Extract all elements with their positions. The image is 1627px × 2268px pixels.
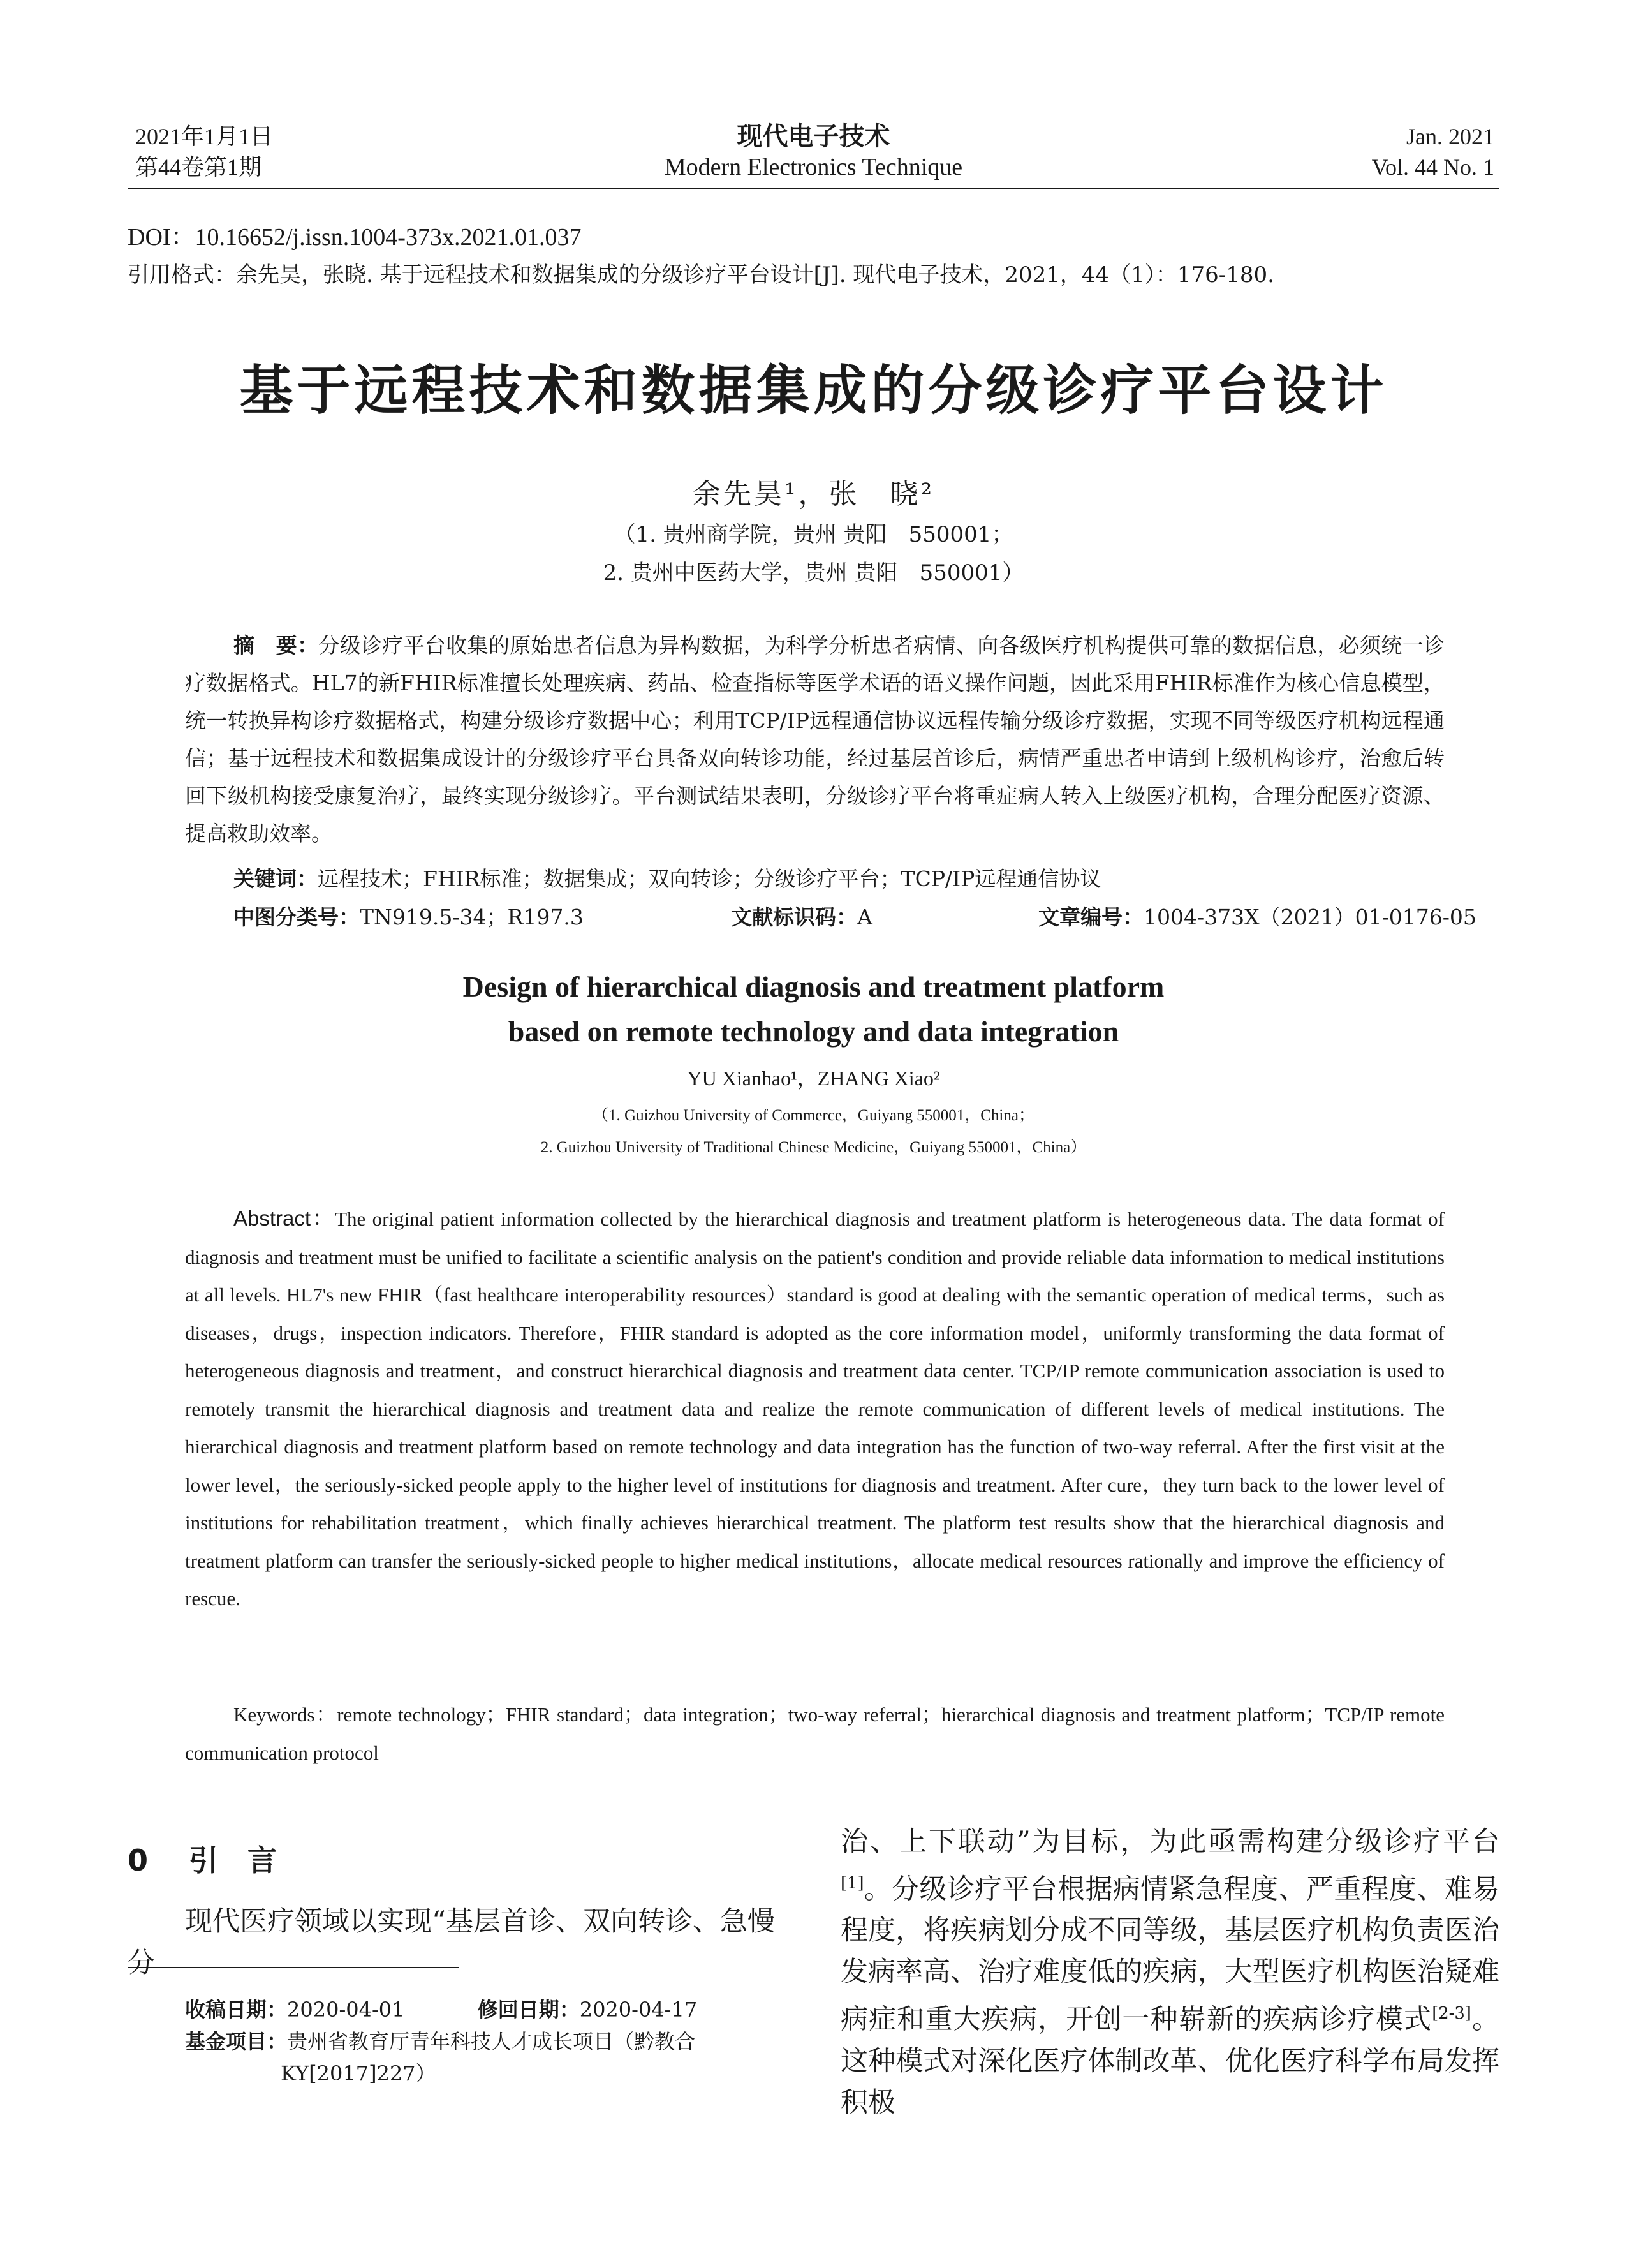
header-date-cn: 2021年1月1日 — [135, 124, 274, 149]
journal-name-en: Modern Electronics Technique — [664, 154, 963, 181]
intro-right-column — [841, 1821, 1499, 2124]
intro-right-text-b: 。分级诊疗平台根据病情紧急程度、严重程度、难易程度，将疾病划分成不同等级，基层医疗机构负责医治发病率高、治疗难度低的疾病，大型医疗机构医治疑难病症和重大疾病，开创一种崭新的疾病诊疗模式 — [841, 1873, 1499, 2036]
received-label: 收稿日期： — [185, 1997, 288, 2022]
en-title-line-2: based on remote technology and data integration — [508, 1015, 1119, 1048]
clc-number — [233, 901, 584, 931]
article-number — [1038, 901, 1476, 931]
abstract-en-label: Abstract： — [233, 1206, 335, 1230]
citation-ref-1[interactable]: [1] — [841, 1874, 864, 1893]
document-code-label: 文献标识码： — [731, 905, 857, 930]
intro-right-text-c: 。这种模式对深化医疗体制改革、优化医疗科学布局发挥积极 — [841, 2003, 1500, 2119]
section-title: 引 言 — [189, 1843, 277, 1878]
en-affiliation-1: （1. Guizhou University of Commerce，Guiyang 550001，China； — [593, 1107, 1034, 1124]
fund-label: 基金项目： — [185, 2029, 288, 2054]
keywords-en-label: Keywords： — [233, 1703, 337, 1726]
fund-text-2: KY[2017]227） — [281, 2061, 436, 2086]
en-author-list: YU Xianhao¹，ZHANG Xiao² — [687, 1067, 940, 1090]
affiliation-2: 2. 贵州中医药大学，贵州 贵阳 550001） — [603, 560, 1024, 586]
abstract-cn-text: 分级诊疗平台收集的原始患者信息为异构数据，为科学分析患者病情、向各级医疗机构提供可靠的数据信息，必须统一诊疗数据格式。HL7的新FHIR标准擅长处理疾病、药品、检查指标等医学术语的语义操作问题，因此采用FHIR标准作为核心信息模型，统一转换异构诊疗数据格式，构建分级诊疗数据中心；利用TCP/IP远程通信协议远程传输分级诊疗数据，实现不同等级医疗机构远程通信；基于远程技术和数据集成设计的分级诊疗平台具备双向转诊功能，经过基层首诊后，病情严重患者申请到上级机构诊疗，治愈后转回下级机构接受康复治疗，最终实现分级诊疗。平台测试结果表明，分级诊疗平台将重症病人转入上级医疗机构，合理分配医疗资源、提高救助效率。 — [185, 633, 1445, 846]
intro-left-paragraph: 现代医疗领域以实现“基层首诊、双向转诊、急慢分 — [128, 1906, 775, 1979]
header-issue-en — [1372, 121, 1494, 182]
revised-date: 2020-04-17 — [579, 1997, 698, 2022]
received-date: 2020-04-01 — [287, 1997, 405, 2022]
citation-ref-2-3[interactable]: [2-3] — [1432, 2004, 1471, 2024]
citation-format: 引用格式：余先昊，张晓. 基于远程技术和数据集成的分级诊疗平台设计[J]. 现代电子技术，2021，44（1）：176-180. — [128, 262, 1274, 288]
header-volume-en: Vol. 44 No. 1 — [1371, 154, 1494, 180]
abstract-en-text: The original patient information collected by the hierarchical diagnosis and treatment platform is heterogeneous data. The data format of diagnosis and treatment must be unified to facilitate a scientific analysis on the patient's condition and provide reliable data information to medical institutions at all levels. HL7's new FHIR（fast healthcare interoperability resources）standard is good at dealing with the semantic operation of medical terms，such as diseases，drugs，inspection indicators. Therefore，FHIR standard is adopted as the core information model，uniformly transforming the data format of heterogeneous diagnosis and treatment，and construct hierarchical diagnosis and treatment data center. TCP/IP remote communication association is used to remotely transmit the hierarchical diagnosis and treatment data and realize the remote communication of different levels of medical institutions. The hierarchical diagnosis and treatment platform based on remote technology and data integration has the function of two-way referral. After the first visit at the lower level，the seriously-sicked people apply to the higher level of institutions for diagnosis and treatment. After cure，they turn back to the lower level of institutions for rehabilitation treatment，which finally achieves hierarchical treatment. The platform test results show that the hierarchical diagnosis and treatment platform can transfer the seriously-sicked people to higher medical institutions，allocate medical resources rationally and improve the efficiency of rescue. — [185, 1208, 1445, 1610]
author-list: 余先昊¹，张 晓² — [692, 478, 935, 510]
header-date-en: Jan. 2021 — [1406, 124, 1494, 149]
keywords-cn — [233, 863, 1101, 893]
fund-text-1: 贵州省教育厅青年科技人才成长项目（黔教合 — [287, 2029, 696, 2054]
document-code — [731, 901, 872, 931]
keywords-en — [185, 1696, 1445, 1772]
doi[interactable]: DOI：10.16652/j.issn.1004-373x.2021.01.037 — [128, 224, 582, 251]
abstract-cn — [185, 626, 1445, 852]
footnote-fund — [185, 2026, 695, 2055]
affiliation-1: （1. 贵州商学院，贵州 贵阳 550001； — [614, 522, 1013, 547]
intro-right-text-a: 治、上下联动”为目标，为此亟需构建分级诊疗平台 — [841, 1826, 1499, 1858]
revised-label: 修回日期： — [477, 1997, 580, 2022]
abstract-cn-label: 摘 要： — [233, 633, 319, 658]
keywords-en-text: remote technology；FHIR standard；data integration；two-way referral；hierarchical diagnosis and treatment platform；TCP/IP remote communication protocol — [185, 1703, 1445, 1764]
document-code-value: A — [857, 905, 872, 930]
clc-value: TN919.5-34；R197.3 — [360, 905, 584, 930]
journal-name-cn: 现代电子技术 — [737, 122, 890, 151]
footnote-dates — [185, 1994, 697, 2023]
en-title-line-1: Design of hierarchical diagnosis and treatment platform — [462, 970, 1165, 1003]
article-number-label: 文章编号： — [1038, 905, 1144, 930]
footnote-rule — [128, 1967, 459, 1968]
header-rule — [128, 188, 1499, 189]
header-volume-cn: 第44卷第1期 — [135, 154, 262, 180]
keywords-cn-label: 关键词： — [233, 866, 318, 891]
section-number: 0 — [128, 1843, 149, 1878]
keywords-cn-text: 远程技术；FHIR标准；数据集成；双向转诊；分级诊疗平台；TCP/IP远程通信协议 — [318, 866, 1101, 891]
en-affiliation-2: 2. Guizhou University of Traditional Chinese Medicine，Guiyang 550001，China） — [540, 1139, 1087, 1156]
abstract-en — [185, 1199, 1445, 1618]
clc-label: 中图分类号： — [233, 905, 360, 930]
section-heading — [128, 1837, 277, 1879]
paper-title: 基于远程技术和数据集成的分级诊疗平台设计 — [239, 359, 1388, 422]
article-number-value: 1004-373X（2021）01-0176-05 — [1144, 905, 1476, 930]
